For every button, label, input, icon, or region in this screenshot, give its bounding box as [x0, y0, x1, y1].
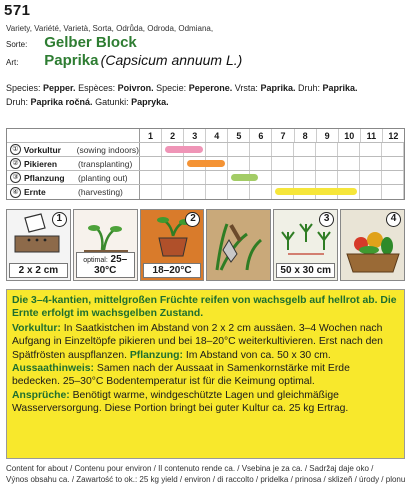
calendar-row-label: [7, 143, 140, 156]
step-name: Ernte: [24, 187, 46, 197]
month-cell: [382, 157, 404, 170]
month-cell: [338, 157, 360, 170]
month-cell: [228, 157, 250, 170]
month-cell: [316, 171, 338, 184]
month-cell: [228, 143, 250, 156]
calendar-row-label: [7, 157, 140, 170]
spacing-caption: 2 x 2 cm: [9, 263, 68, 278]
month-cell: [250, 185, 272, 199]
step-name: Pikieren: [24, 158, 58, 169]
yield-footer: [6, 463, 405, 485]
calendar-row-months: [140, 185, 404, 199]
species-row: [6, 52, 242, 69]
period-bar: [231, 174, 259, 181]
month-cell: [162, 185, 184, 199]
month-cell: [294, 171, 316, 184]
species-translations-2: [6, 97, 169, 107]
month-cell: [294, 157, 316, 170]
calendar-row: [7, 171, 404, 185]
scientific-name: (Capsicum annuum L.): [100, 52, 243, 68]
species-translations: [6, 83, 358, 93]
month-cell: [206, 185, 228, 199]
calendar-row-label: [7, 171, 140, 184]
temperature-value: 25–30°C: [94, 254, 128, 276]
trowel-graphic: [207, 210, 271, 278]
vorkultur-text: In Saatkistchen im Abstand von 2 x 2 cm aussäen. 3–4 Wochen nach Aufgang in Einzeltöpfe pikieren und bei 18–20°C weiterkultivieren. Erst nach den Spätfrösten auspflanzen.: [12, 322, 383, 361]
variety-row: [6, 34, 137, 51]
month-header: 10: [339, 129, 361, 142]
calendar-row: [7, 157, 404, 171]
fruit-description: Die 3–4-kantien, mittelgroßen Früchte reifen von wachsgelb auf hellrot ab. Die Ernte erfolgt im wachsgelben Zustand.: [12, 295, 397, 320]
ansprueche-heading: Ansprüche:: [12, 389, 70, 401]
step-name-english: (sowing indoors): [76, 144, 139, 155]
month-cell: [316, 157, 338, 170]
requirements: [12, 389, 399, 416]
species-translation: Papryka.: [131, 97, 169, 107]
month-cell: [206, 143, 228, 156]
step-name-english: (planting out): [78, 172, 128, 183]
month-cell: [184, 185, 206, 199]
species-name: Paprika: [44, 52, 99, 69]
month-cell: [338, 171, 360, 184]
month-cell: [184, 171, 206, 184]
month-cell: [360, 157, 382, 170]
ansprueche-text: Benötigt warme, windgeschützte Lagen und gleichmäßige Wasserversorgung. Diese Portion bringt bei guter Kultur ca. 25 kg Ertrag.: [12, 389, 349, 415]
species-lang: Gatunki:: [95, 97, 129, 107]
month-headers: [140, 129, 404, 142]
seedling-warm-icon: [73, 209, 138, 281]
month-cell: [316, 143, 338, 156]
spacing-plants-icon: [273, 209, 338, 281]
species-lang: Druh:: [297, 83, 320, 93]
month-cell: [140, 157, 162, 170]
description-block: [6, 289, 405, 459]
variety-name: Gelber Block: [44, 34, 137, 51]
species-lang: Species:: [6, 83, 41, 93]
sowing-hint: [12, 362, 399, 389]
variety-label: Sorte:: [6, 40, 28, 49]
month-header: 6: [250, 129, 272, 142]
aussaat-text: Samen nach der Aussaat in Samenkornstärke mit Erde bedecken. 25–30°C Bodentemperatur ist für die Keimung optimal.: [12, 363, 350, 388]
calendar-row-label: [7, 185, 140, 199]
sowing-calendar: [6, 128, 405, 200]
month-cell: [382, 143, 404, 156]
month-header: 12: [388, 131, 399, 141]
temperature-caption: 18–20°C: [143, 263, 202, 278]
species-translation: Pepper.: [43, 83, 76, 93]
month-header: 8: [295, 129, 317, 142]
month-header: 7: [272, 129, 294, 142]
step-name: Pflanzung: [24, 172, 65, 183]
month-cell: [140, 143, 162, 156]
trowel-planting-icon: [206, 209, 271, 281]
calendar-row-months: [140, 143, 404, 156]
month-header: 2: [162, 129, 184, 142]
step-number: ④: [10, 187, 21, 198]
step-badge: 3: [319, 212, 334, 227]
calendar-row: [7, 185, 404, 199]
step-badge: 4: [386, 212, 401, 227]
step-badge: 2: [185, 212, 200, 227]
month-cell: [250, 157, 272, 170]
month-cell: [140, 171, 162, 184]
step-badge: 1: [52, 212, 67, 227]
month-cell: [360, 143, 382, 156]
month-cell: [272, 171, 294, 184]
month-cell: [382, 171, 404, 184]
species-lang: Espèces:: [78, 83, 116, 93]
sowing-tray-icon: [6, 209, 71, 281]
temperature-caption: [76, 252, 135, 278]
aussaat-heading: Aussaathinweis:: [12, 363, 94, 375]
month-cell: [272, 143, 294, 156]
month-header: 9: [317, 129, 339, 142]
step-name-english: (harvesting): [78, 187, 123, 197]
instruction-icons: [6, 209, 405, 281]
species-translation: Poivron.: [117, 83, 154, 93]
month-header: 5: [228, 129, 250, 142]
vorkultur-heading: Vorkultur:: [12, 322, 61, 334]
calendar-row-months: [140, 157, 404, 170]
species-lang: Specie:: [156, 83, 187, 93]
species-translation: Peperone.: [188, 83, 233, 93]
month-cell: [272, 157, 294, 170]
pflanzung-text: Im Abstand von ca. 50 x 30 cm.: [182, 349, 331, 361]
species-translation: Paprika.: [322, 83, 358, 93]
product-code: 571: [4, 2, 31, 19]
calendar-row: [7, 143, 404, 157]
step-number: ②: [10, 158, 21, 169]
calendar-header-blank: [7, 129, 140, 142]
variety-languages: Variety, Variété, Varietà, Sorta, Odrůda, Odroda, Odmiana,: [6, 24, 214, 33]
month-header: 11: [361, 129, 383, 142]
month-cell: [338, 143, 360, 156]
period-bar: [275, 188, 358, 195]
species-translation: Paprika.: [260, 83, 296, 93]
month-cell: [294, 143, 316, 156]
month-cell: [250, 143, 272, 156]
month-cell: [360, 185, 382, 199]
footer-line-2: Výnos obsahu ca. / Zawartość to ok.: 25 kg yield / environ / di raccolto / pridelka / prinosa / sklizeň / úrody / plonu: [6, 475, 406, 484]
month-cell: [162, 171, 184, 184]
pot-transplant-icon: [140, 209, 205, 281]
species-label: Art:: [6, 58, 19, 67]
pflanzung-heading: Pflanzung:: [129, 349, 183, 361]
period-bar: [187, 160, 226, 167]
month-cell: [140, 185, 162, 199]
period-bar: [165, 146, 204, 153]
month-header: 3: [184, 129, 206, 142]
step-number: ③: [10, 172, 21, 183]
footer-line-1: Content for about / Contenu pour environ / Il contenuto rende ca. / Vsebina je za ca. / Sadržaj daje oko /: [6, 464, 374, 473]
month-cell: [360, 171, 382, 184]
species-lang: Druh:: [6, 97, 29, 107]
month-cell: [228, 185, 250, 199]
optimal-label: optimal:: [83, 257, 108, 264]
month-cell: [206, 171, 228, 184]
vegetable-basket-icon: [340, 209, 405, 281]
calendar-row-months: [140, 171, 404, 184]
step-name: Vorkultur: [23, 144, 61, 155]
species-translation: Paprika ročná.: [30, 97, 93, 107]
cultivation-text: [12, 322, 399, 362]
month-header: 4: [206, 129, 228, 142]
month-cell: [162, 157, 184, 170]
species-lang: Vrsta:: [234, 83, 258, 93]
month-header: 1: [140, 129, 162, 142]
month-cell: [382, 185, 404, 199]
calendar-header: [7, 129, 404, 143]
step-name-english: (transplanting): [78, 158, 133, 169]
step-number: ①: [10, 144, 21, 155]
spacing-caption: 50 x 30 cm: [276, 263, 335, 278]
